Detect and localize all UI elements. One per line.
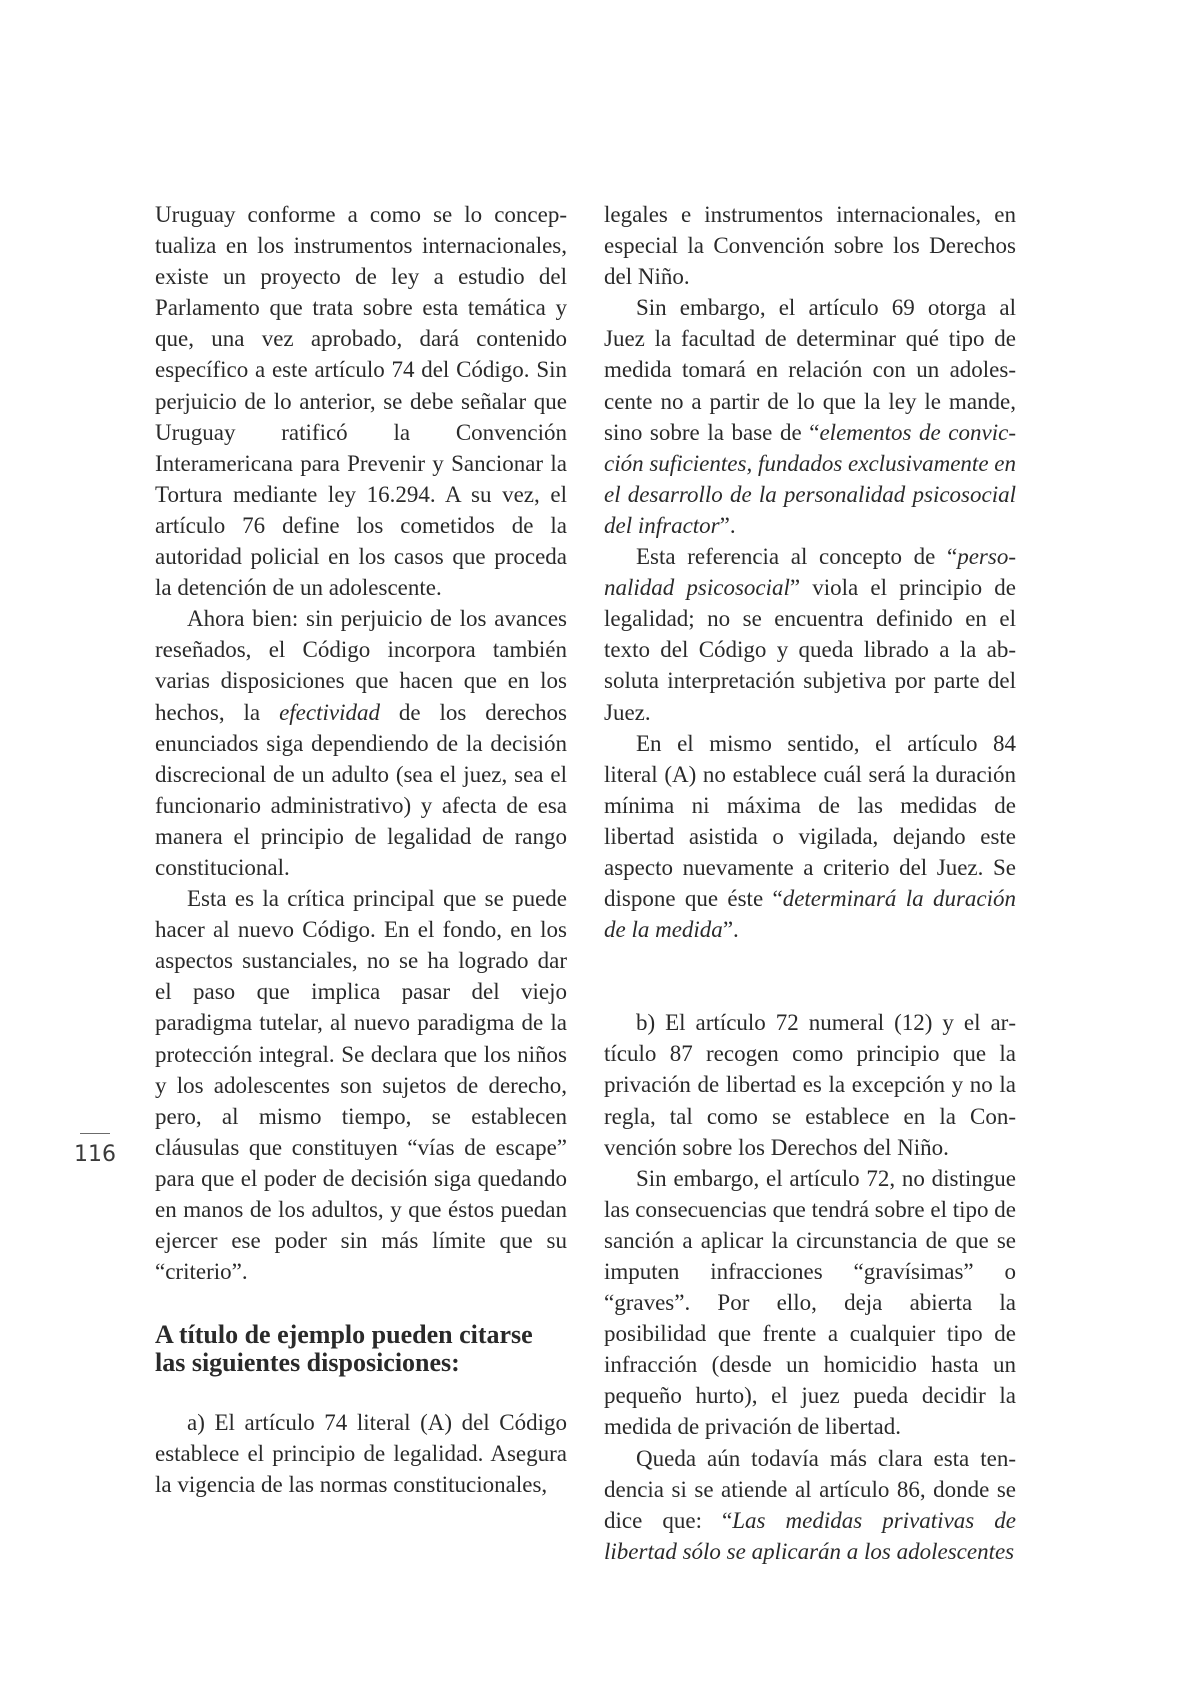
italic-text: determinará la duración de la medida bbox=[604, 886, 1016, 943]
paragraph bbox=[155, 603, 567, 883]
paragraph bbox=[604, 1443, 1016, 1567]
italic-text: efectividad bbox=[279, 699, 380, 725]
section-heading: A título de ejemplo pueden citarse las siguientes disposiciones: bbox=[155, 1320, 533, 1378]
right-column bbox=[604, 199, 1016, 1567]
paragraph bbox=[604, 728, 1016, 946]
paragraph: b) El artículo 72 numeral (12) y el artículo 87 recogen como principio que la privación de libertad es la excepción y no la regla, tal como se establece en la Convención sobre los Derechos del Niño. bbox=[604, 1010, 1016, 1160]
text-run: ”. bbox=[722, 917, 739, 943]
text-run: Ahora bien: sin perjuicio de los avances reseñados, el Código incorpora también varias disposiciones que hacen que en los hechos, la bbox=[155, 606, 567, 725]
text-run: de los derechos enunciados siga dependiendo de la decisión discrecional de un adulto (sea el juez, sea el funcionario administrativo) y afecta de esa manera el principio de legalidad de rango constitucional. bbox=[155, 699, 568, 880]
paragraph bbox=[604, 541, 1016, 728]
paragraph bbox=[604, 292, 1016, 541]
paragraph: legales e instrumentos internacionales, en especial la Convención sobre los Derechos del Niño. bbox=[604, 202, 1016, 290]
text-run: Queda aún todavía más clara esta tendencia si se atiende al artículo 86, donde se dice que: “ bbox=[604, 1445, 1016, 1533]
italic-text: personalidad psicosocial bbox=[604, 544, 1016, 601]
paragraph: Sin embargo, el artículo 72, no distingue las consecuencias que tendrá sobre el tipo de sanción a aplicar la circunstancia de que se imputen infracciones “gravísimas” o “graves”. Por ello, deja abierta la posibilidad que frente a cualquier tipo de infracción (desde un homicidio hasta un pequeño hurto), el juez pueda decidir la medida de privación de libertad. bbox=[604, 1165, 1016, 1440]
paragraph: Uruguay conforme a como se lo conceptualiza en los instrumentos internacionales, existe un proyecto de ley a estudio del Parlamento que trata sobre esta temática y que, una vez aprobado, dará contenido específico a este artículo 74 del Código. Sin perjuicio de lo anterior, se debe señalar que Uruguay ratificó la Convención Interamericana para Prevenir y Sancionar la Tortura mediante ley 16.294. A su vez, el artículo 76 define los cometidos de la autoridad policial en los casos que proceda la detención de un adolescente. bbox=[155, 202, 567, 601]
paragraph: a) El artículo 74 literal (A) del Código establece el principio de legalidad. Asegura la vigencia de las normas constitucionales, bbox=[155, 1410, 567, 1498]
page-number: 116 bbox=[74, 1142, 116, 1167]
italic-text: Las medidas privativas de libertad sólo se aplicarán a los adolescentes bbox=[604, 1507, 1016, 1564]
page-number-rule bbox=[80, 1133, 110, 1134]
text-run: ”. bbox=[719, 512, 736, 538]
text-run: Esta referencia al concepto de “ bbox=[636, 544, 958, 570]
text-run: Sin embargo, el artículo 69 otorga al Juez la facultad de determinar qué tipo de medida tomará en relación con un adolescente no a partir de lo que la ley le mande, sino sobre la base de “ bbox=[604, 295, 1016, 445]
paragraph: Esta es la crítica principal que se puede hacer al nuevo Código. En el fondo, en los aspectos sustanciales, no se ha logrado dar el paso que implica pasar del viejo paradigma tutelar, al nuevo paradigma de la protección integral. Se declara que los niños y los adolescentes son sujetos de derecho, pero, al mismo tiempo, se establecen cláusulas que constituyen “vías de escape” para que el poder de decisión siga quedando en manos de los adultos, y que éstos puedan ejercer ese poder sin más límite que su “criterio”. bbox=[155, 886, 567, 1285]
text-run: ” viola el principio de legalidad; no se encuentra definido en el texto del Código y queda librado a la absoluta interpretación subjetiva por parte del Juez. bbox=[604, 575, 1016, 725]
italic-text: elementos de convicción suficientes, fundados exclusivamente en el desarrollo de la personalidad psicosocial del infractor bbox=[604, 419, 1016, 538]
text-run: En el mismo sentido, el artículo 84 literal (A) no establece cuál será la duración mínima ni máxima de las medidas de libertad asistida o vigilada, dejando este aspecto nuevamente a criterio del Juez. Se dispone que éste “ bbox=[604, 730, 1016, 912]
left-column bbox=[155, 199, 567, 1501]
